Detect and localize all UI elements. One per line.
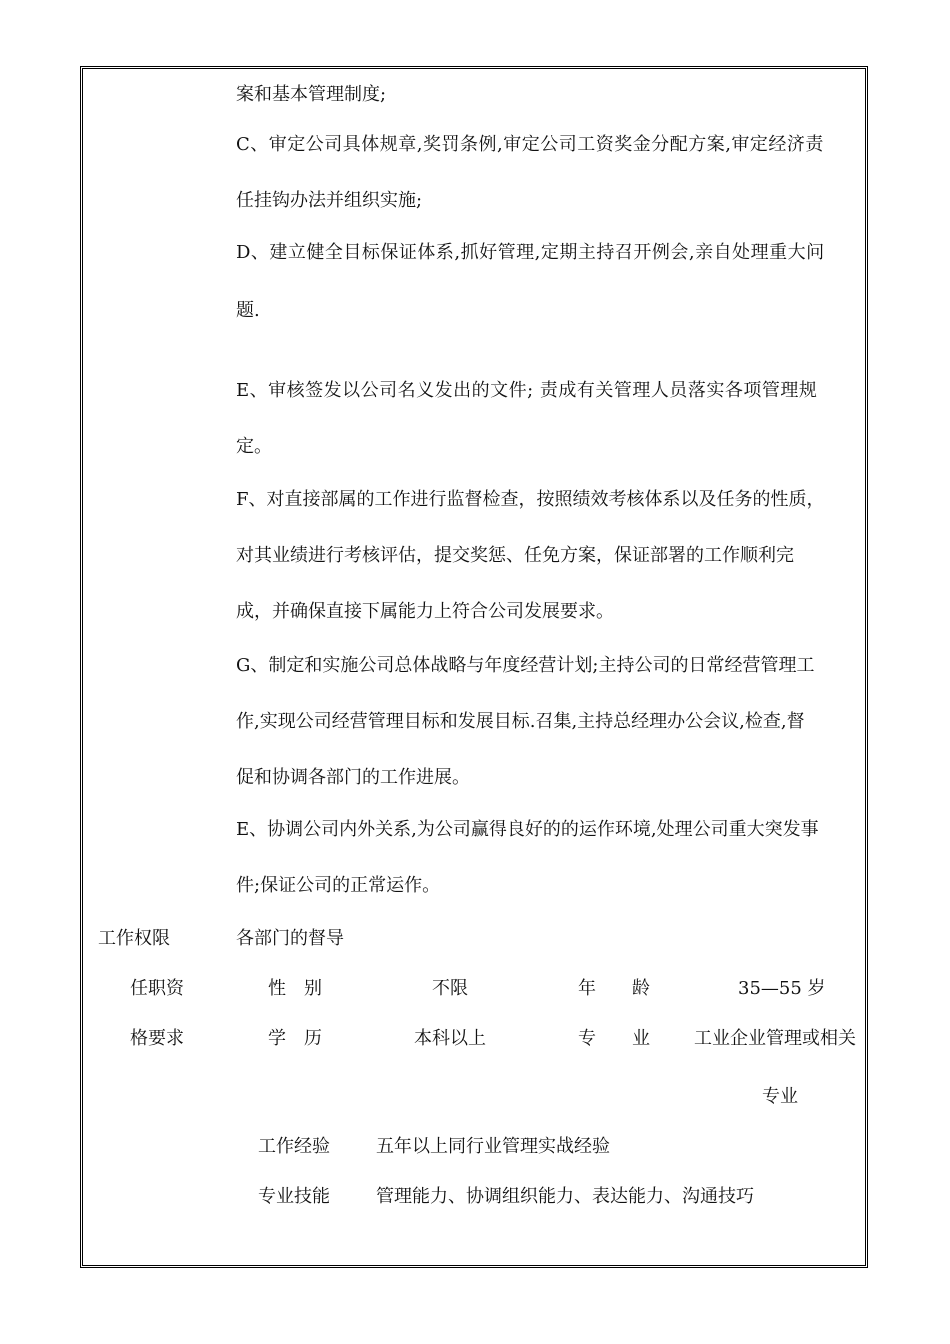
duty-f-line3: 成，并确保直接下属能力上符合公司发展要求。 bbox=[236, 601, 614, 622]
gender-label: 性 别 bbox=[268, 978, 322, 999]
requirements-label-line2: 格要求 bbox=[130, 1028, 184, 1049]
duty-e2-line1: E、协调公司内外关系,为公司赢得良好的的运作环境,处理公司重大突发事 bbox=[236, 819, 819, 840]
major-label: 专 业 bbox=[578, 1028, 650, 1049]
duty-b-line-end: 案和基本管理制度; bbox=[236, 84, 387, 105]
gender-value: 不限 bbox=[432, 978, 468, 999]
duty-d-line1: D、建立健全目标保证体系,抓好管理,定期主持召开例会,亲自处理重大问 bbox=[236, 242, 825, 263]
education-value: 本科以上 bbox=[414, 1028, 486, 1049]
requirements-label-line1: 任职资 bbox=[130, 978, 184, 999]
skills-label: 专业技能 bbox=[258, 1186, 330, 1207]
major-value-line1: 工业企业管理或相关 bbox=[694, 1028, 856, 1049]
duty-g-line3: 促和协调各部门的工作进展。 bbox=[236, 767, 470, 788]
duty-f-line1: F、对直接部属的工作进行监督检查，按照绩效考核体系以及任务的性质， bbox=[236, 489, 825, 510]
duty-g-line1: G、制定和实施公司总体战略与年度经营计划;主持公司的日常经营管理工 bbox=[236, 655, 815, 676]
duty-e2-line2: 件;保证公司的正常运作。 bbox=[236, 875, 441, 896]
duty-d-line2: 题. bbox=[236, 300, 260, 321]
age-label: 年 龄 bbox=[578, 978, 650, 999]
education-label: 学 历 bbox=[268, 1028, 322, 1049]
experience-label: 工作经验 bbox=[258, 1136, 330, 1157]
authority-label: 工作权限 bbox=[98, 928, 170, 949]
duty-e-line1: E、审核签发以公司名义发出的文件; 责成有关管理人员落实各项管理规 bbox=[236, 380, 818, 401]
duty-f-line2: 对其业绩进行考核评估，提交奖惩、任免方案，保证部署的工作顺利完 bbox=[236, 545, 794, 566]
duty-e-line2: 定。 bbox=[236, 436, 272, 457]
duty-c-line2: 任挂钩办法并组织实施; bbox=[236, 190, 423, 211]
age-value: 35—55 岁 bbox=[738, 978, 826, 999]
experience-value: 五年以上同行业管理实战经验 bbox=[376, 1136, 610, 1157]
duty-g-line2: 作,实现公司经营管理目标和发展目标.召集,主持总经理办公会议,检查,督 bbox=[236, 711, 805, 732]
authority-value: 各部门的督导 bbox=[236, 928, 344, 949]
duty-c-line1: C、审定公司具体规章,奖罚条例,审定公司工资奖金分配方案,审定经济责 bbox=[236, 134, 824, 155]
major-value-line2: 专业 bbox=[762, 1086, 798, 1107]
skills-value: 管理能力、协调组织能力、表达能力、沟通技巧 bbox=[376, 1186, 754, 1207]
